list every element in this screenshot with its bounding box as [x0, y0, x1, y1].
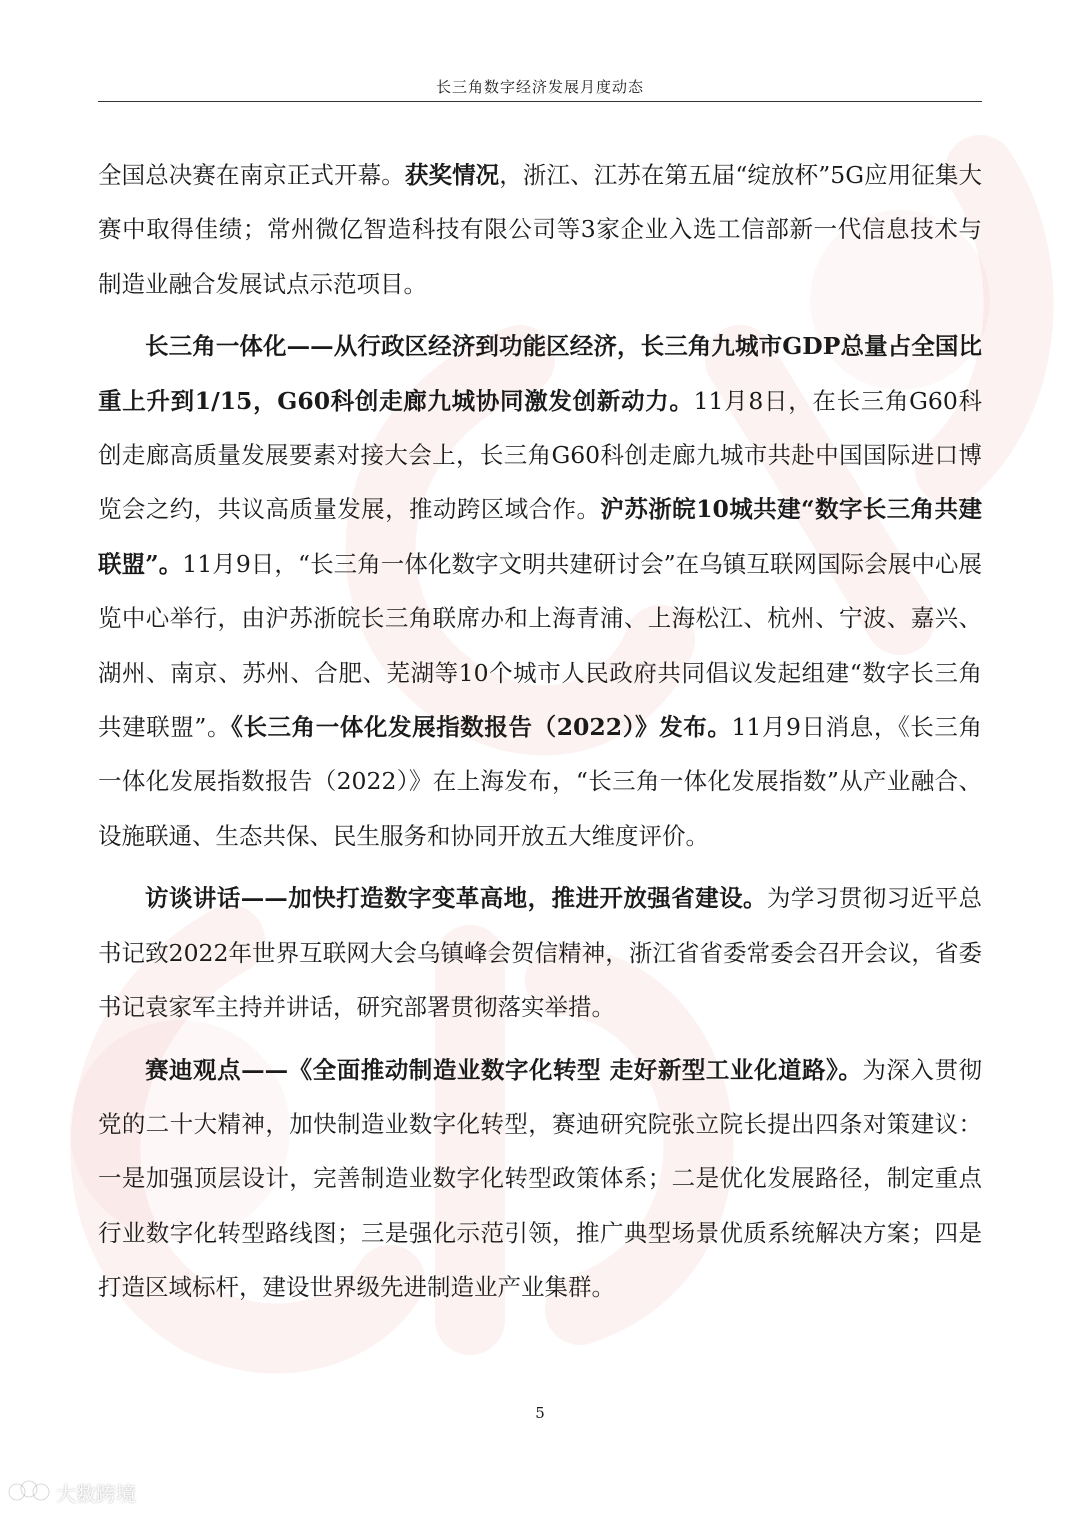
page-number: 5	[535, 1404, 545, 1422]
document-body	[98, 148, 982, 1315]
body-text-segment: 11月8日，在长三角G60科创走廊高质量发展要素对接大会上，长三角G60科创走廊九城市共赴中国国际进口博览会之约，共议高质量发展，推动跨区域合作。	[98, 386, 982, 524]
paragraph	[98, 148, 982, 311]
body-text-segment: 全国总决赛在南京正式开幕。	[98, 161, 405, 189]
corner-logo-text: 大数跨境	[56, 1481, 136, 1506]
bold-heading-text: 长三角一体化——从行政区经济到功能区经济，长三角九城市GDP总量占全国比重上升到1/15，G60科创走廊九城协同激发创新动力。	[98, 332, 982, 415]
body-text-segment: ，浙江、江苏在第五届“绽放杯”5G应用征集大赛中取得佳绩；常州微亿智造科技有限公司等3家企业入选工信部新一代信息技术与制造业融合发展试点示范项目。	[98, 161, 983, 298]
body-text-segment: 为学习贯彻习近平总书记致2022年世界互联网大会乌镇峰会贺信精神，浙江省省委常委会召开会议，省委书记袁家军主持并讲话，研究部署贯彻落实举措。	[98, 884, 982, 1022]
body-text-segment: 为深入贯彻党的二十大精神，加快制造业数字化转型，赛迪研究院张立院长提出四条对策建议：一是加强顶层设计，完善制造业数字化转型政策体系；二是优化发展路径，制定重点行业数字化转型路线图；三是强化示范引领，推广典型场景优质系统解决方案；四是打造区域标杆，建设世界级先进制造业产业集群。	[98, 1055, 982, 1302]
page-header: 长三角数字经济发展月度动态	[435, 78, 644, 96]
bold-heading-text: 赛迪观点——《全面推动制造业数字化转型 走好新型工业化道路》。	[145, 1055, 863, 1084]
bold-heading-text: 《长三角一体化发展指数报告（2022）》发布。	[231, 713, 732, 742]
bold-heading-text: 沪苏浙皖10城共建“数字长三角共建联盟”。	[98, 495, 982, 578]
paragraph	[98, 319, 982, 863]
bold-heading-text: 获奖情况	[404, 161, 500, 189]
body-text-segment: 11月9日消息，《长三角一体化发展指数报告（2022）》在上海发布，“长三角一体化发展指数”从产业融合、设施联通、生态共保、民生服务和协同开放五大维度评价。	[98, 713, 983, 850]
brand-mark-icon	[8, 1477, 52, 1507]
corner-logo	[8, 1472, 136, 1512]
body-text-segment: 11月9日，“长三角一体化数字文明共建研讨会”在乌镇互联网国际会展中心展览中心举行，由沪苏浙皖长三角联席办和上海青浦、上海松江、杭州、宁波、嘉兴、湖州、南京、苏州、合肥、芜湖等10个城市人民政府共同倡议发起组建“数字长三角共建联盟”。	[98, 549, 982, 742]
header-divider	[98, 101, 982, 102]
paragraph	[98, 1043, 982, 1315]
bold-heading-text: 访谈讲话——加快打造数字变革高地，推进开放强省建设。	[145, 884, 767, 913]
paragraph	[98, 871, 982, 1034]
